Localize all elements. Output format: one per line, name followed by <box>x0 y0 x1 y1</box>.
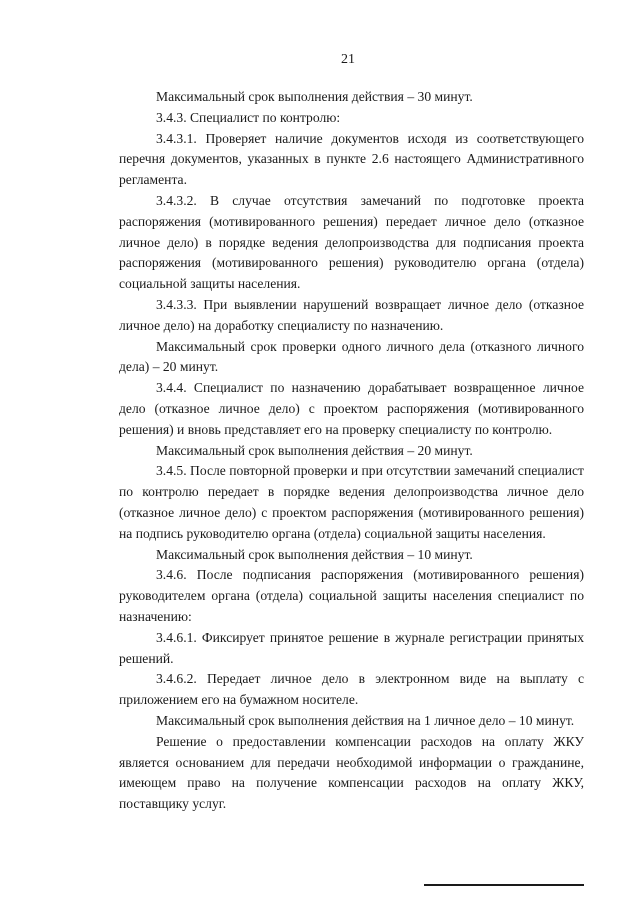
paragraph-3-4-3-3: 3.4.3.3. При выявлении нарушений возвращает личное дело (отказное личное дело) на доработку специалисту по назначению. <box>119 296 584 333</box>
paragraph-3-4-6: 3.4.6. После подписания распоряжения (мотивированного решения) руководителем органа (отдела) социальной защиты населения специалист по назначению: <box>119 567 584 624</box>
page-number: 21 <box>341 52 355 67</box>
paragraph-3-4-3-1: 3.4.3.1. Проверяет наличие документов исходя из соответствующего перечня документов, указанных в пункте 2.6 настоящего Административного регламента. <box>119 130 584 188</box>
paragraph-max-check-time: Максимальный срок проверки одного личного дела (отказного личного дела) – 20 минут. <box>119 338 584 375</box>
paragraph-3-4-5: 3.4.5. После повторной проверки и при отсутствии замечаний специалист по контролю передает в порядке ведения делопроизводства личное дело (отказное личное дело) с проектом распоряжения (мотивированного решения) на подпись руководителю органа (отдела) социальной защиты населения. <box>119 463 584 541</box>
footer-rule <box>424 884 584 886</box>
paragraph-max-time-10: Максимальный срок выполнения действия – 10 минут. <box>156 546 473 562</box>
paragraph-3-4-6-2: 3.4.6.2. Передает личное дело в электронном виде на выплату с приложением его на бумажном носителе. <box>119 671 584 708</box>
paragraph-max-time-per-file: Максимальный срок выполнения действия на 1 личное дело – 10 минут. <box>156 712 575 728</box>
document-body <box>119 87 584 815</box>
paragraph-3-4-3: 3.4.3. Специалист по контролю: <box>156 109 341 125</box>
paragraph-decision-basis: Решение о предоставлении компенсации расходов на оплату ЖКУ является основанием для передачи необходимой информации о гражданине, имеющем право на получение компенсации расходов на оплату ЖКУ, поставщику услуг. <box>119 733 584 812</box>
paragraph-max-time-30: Максимальный срок выполнения действия – 30 минут. <box>156 89 473 104</box>
paragraph-3-4-4: 3.4.4. Специалист по назначению дорабатывает возвращенное личное дело (отказное личное дело) с проектом распоряжения (мотивированного решения) и вновь представляет его на проверку специалисту по контролю. <box>119 380 584 437</box>
paragraph-3-4-3-2: 3.4.3.2. В случае отсутствия замечаний по подготовке проекта распоряжения (мотивированного решения) передает личное дело (отказное личное дело) в порядке ведения делопроизводства для подписания проекта распоряжения (мотивированного решения) руководителю органа (отдела) социальной защиты населения. <box>119 192 584 292</box>
paragraph-3-4-6-1: 3.4.6.1. Фиксирует принятое решение в журнале регистрации принятых решений. <box>119 629 584 666</box>
paragraph-max-time-20: Максимальный срок выполнения действия – 20 минут. <box>156 442 473 458</box>
